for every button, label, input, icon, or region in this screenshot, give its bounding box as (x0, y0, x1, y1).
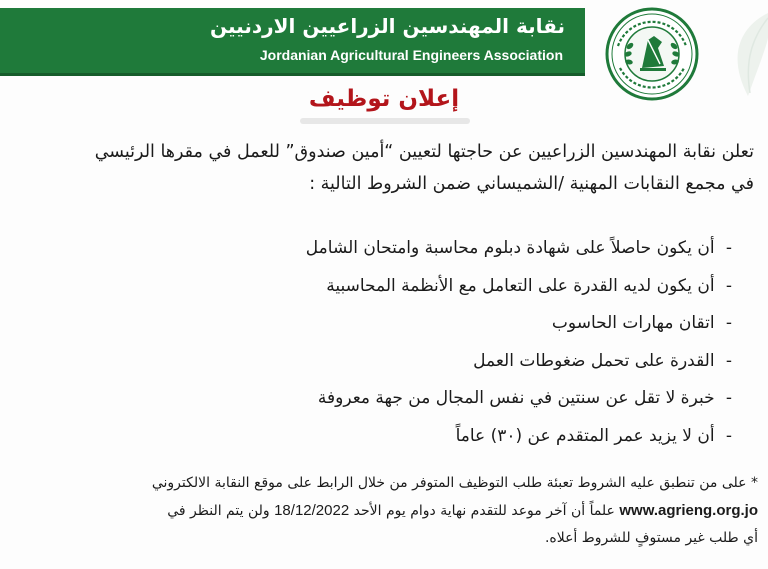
condition-text: أن لا يزيد عمر المتقدم عن (٣٠) عاماً (455, 425, 715, 446)
list-item (58, 305, 738, 343)
org-name-arabic: نقابة المهندسين الزراعيين الاردنيين (210, 14, 565, 38)
condition-text: خبرة لا تقل عن سنتين في نفس المجال من جهة معروفة (317, 388, 715, 408)
note-line-2 (3, 497, 758, 525)
note-line-3: أي طلب غير مستوفٍ للشروط أعلاه. (544, 530, 758, 546)
list-item (58, 268, 738, 306)
bullet-dash: - (725, 350, 733, 371)
bullet-dash: - (725, 388, 733, 408)
condition-text: اتقان مهارات الحاسوب (551, 313, 715, 333)
intro-line-1: تعلن نقابة المهندسين الزراعيين عن حاجتها لتعيين “أمين صندوق” للعمل في مقرها الرئيسي (94, 142, 754, 162)
note-deadline-tail: ولن يتم النظر في (167, 503, 270, 519)
page-title: إعلان توظيف (308, 86, 460, 112)
list-item (58, 418, 738, 456)
list-item (58, 343, 738, 381)
list-item (58, 380, 738, 418)
header-band (0, 8, 585, 76)
conditions-list (58, 230, 738, 455)
application-note (3, 470, 758, 552)
list-item (58, 230, 738, 268)
note-line-1: * على من تنطبق عليه الشروط تعبئة طلب التوظيف المتوفر من خلال الرابط على موقع النقابة الالكتروني (151, 475, 758, 491)
bullet-dash: - (725, 425, 733, 446)
website-link[interactable]: www.agrieng.org.jo (619, 502, 758, 519)
intro-line-2: في مجمع النقابات المهنية /الشميساني ضمن الشروط التالية : (309, 174, 754, 194)
deadline-date: 18/12/2022 (274, 502, 350, 519)
title-underline (300, 118, 470, 124)
condition-text: القدرة على تحمل ضغوطات العمل (473, 350, 715, 371)
org-name-english: Jordanian Agricultural Engineers Association (259, 47, 563, 63)
leaf-watermark-icon (708, 8, 768, 98)
note-deadline-text: علماً أن آخر موعد للتقدم نهاية دوام يوم الأحد (353, 503, 615, 519)
intro-paragraph (4, 136, 754, 200)
bullet-dash: - (725, 238, 733, 258)
condition-text: أن يكون لديه القدرة على التعامل مع الأنظمة المحاسبية (326, 275, 715, 296)
condition-text: أن يكون حاصلاً على شهادة دبلوم محاسبة وامتحان الشامل (305, 238, 715, 258)
bullet-dash: - (725, 313, 733, 333)
bullet-dash: - (725, 275, 733, 296)
